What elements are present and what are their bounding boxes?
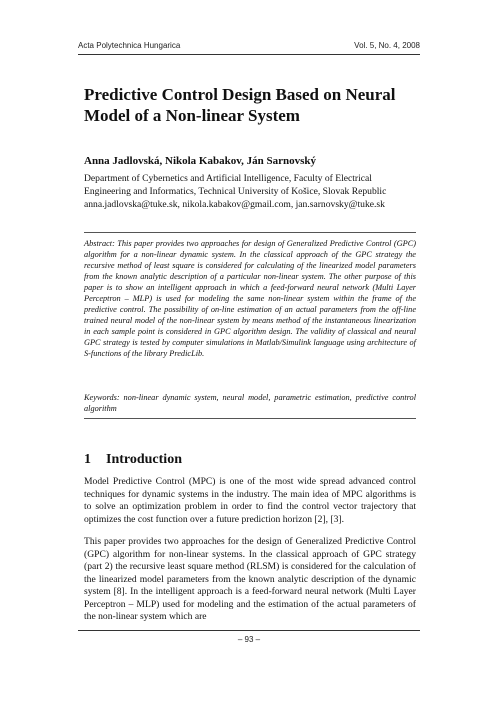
section-heading: [84, 452, 416, 468]
author-list: Anna Jadlovská, Nikola Kabakov, Ján Sarnovský: [84, 155, 316, 167]
author-emails: anna.jadlovska@tuke.sk, nikola.kabakov@gmail.com, jan.sarnovsky@tuke.sk: [84, 199, 385, 210]
paper-title: Predictive Control Design Based on Neural Model of a Non-linear System: [84, 85, 396, 125]
keywords: Keywords: non-linear dynamic system, neural model, parametric estimation, predictive control algorithm: [84, 393, 416, 413]
body-paragraph: This paper provides two approaches for the design of Generalized Predictive Control (GPC) algorithm for non-linear systems. In the classical approach of GPC strategy (part 2) the recursive least square method (RLSM) is considered for the calculation of the linearized model parameters from the known analytic description of the dynamic system [8]. In the intelligent approach is a feed-forward neural network (Multi Layer Perceptron – MLP) used for modeling and the estimation of the actual parameters of the non-linear system which are: [84, 536, 416, 622]
section-title: Introduction: [106, 452, 182, 467]
volume-info: Vol. 5, No. 4, 2008: [354, 41, 420, 50]
page-number: – 93 –: [237, 635, 261, 644]
affiliation: Department of Cybernetics and Artificial Intelligence, Faculty of Electrical Engineering and Informatics, Technical University of Košice, Slovak Republic: [84, 173, 387, 197]
affiliation-block: [84, 172, 414, 211]
header-rule: [78, 54, 420, 55]
running-header: [78, 41, 420, 50]
abstract-top-rule: [84, 232, 416, 233]
journal-name: Acta Polytechnica Hungarica: [78, 41, 181, 50]
footer-rule: [78, 630, 420, 631]
abstract-bottom-rule: [84, 418, 416, 419]
abstract: Abstract: This paper provides two approaches for design of Generalized Predictive Control (GPC) algorithm for a non-linear dynamic system. In the classical approach of the GPC strategy the recursive method of least square is considered for calculating of the linearized model parameters from the known analytic description of a particular non-linear system. The other purpose of this paper is to show an intelligent approach in which a feed-forward neural network (Multi Layer Perceptron – MLP) is used for modeling the same non-linear system within the frame of the predictive control. The possibility of on-line estimation of an actual parameters from the off-line trained neural model of the non-linear system by means method of the instantaneous linearization in each sample point is considered in GPC algorithm design. The validity of classical and neural GPC strategy is tested by computer simulations in Matlab/Simulink language using architecture of S-functions of the library PredicLib.: [84, 239, 416, 358]
body-paragraph: Model Predictive Control (MPC) is one of the most wide spread advanced control techniques for dynamic systems in the industry. The main idea of MPC algorithms is to solve an optimization problem in order to find the control vector trajectory that optimizes the cost function over a future prediction horizon [2], [3].: [84, 476, 416, 525]
section-number: 1: [84, 452, 91, 467]
